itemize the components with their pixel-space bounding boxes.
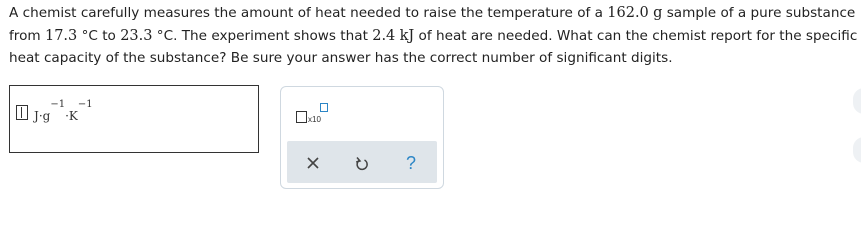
unit-dot-1: ·: [38, 109, 43, 123]
coefficient-box: [296, 111, 307, 123]
math-tool-panel: [280, 86, 444, 189]
mass-unit: g: [653, 5, 663, 21]
temp-end: 23.3: [120, 27, 153, 44]
question-mid3: . The experiment shows that: [173, 27, 373, 44]
temp-start: 17.3: [44, 27, 78, 44]
question-intro: A chemist carefully measures the amount of heat needed to raise the temperature of a: [9, 5, 608, 21]
side-tab-top[interactable]: [853, 88, 861, 114]
tool-footer: [287, 141, 437, 183]
scientific-notation-button[interactable]: [296, 103, 330, 127]
deg-unit-2: °C: [152, 27, 174, 44]
unit-g-exponent: −1: [50, 99, 66, 110]
x10-label: x10: [308, 115, 321, 124]
side-tab-bottom[interactable]: [853, 137, 861, 163]
heat-unit: kJ: [399, 27, 415, 44]
unit-dot-2: ·: [65, 109, 69, 123]
question-outro: of heat are needed. What can the chemist report for the specific heat capacity of the substance? Be sure your answer has the correct number of significant digits.: [9, 27, 858, 66]
question-mid1: sample of a pure substance from: [9, 5, 856, 44]
question-text: [9, 2, 859, 70]
clear-button[interactable]: [300, 150, 326, 176]
question-mid2: to: [97, 27, 121, 44]
deg-unit-1: °C: [77, 27, 98, 44]
undo-button[interactable]: [349, 150, 375, 176]
help-button[interactable]: [398, 150, 424, 176]
unit-k-exponent: −1: [77, 99, 93, 110]
answer-value-field[interactable]: [16, 105, 28, 120]
help-icon: ?: [405, 153, 416, 173]
exponent-box: [320, 103, 328, 112]
answer-input-area[interactable]: [9, 85, 259, 153]
mass-value: 162.0: [607, 5, 649, 21]
unit-j: J: [34, 109, 39, 123]
unit-g: g: [42, 109, 51, 123]
unit-k: K: [68, 109, 78, 123]
heat-value: 2.4: [372, 27, 396, 44]
close-icon: [307, 157, 319, 169]
undo-icon: [355, 156, 369, 171]
answer-unit: [34, 99, 93, 123]
